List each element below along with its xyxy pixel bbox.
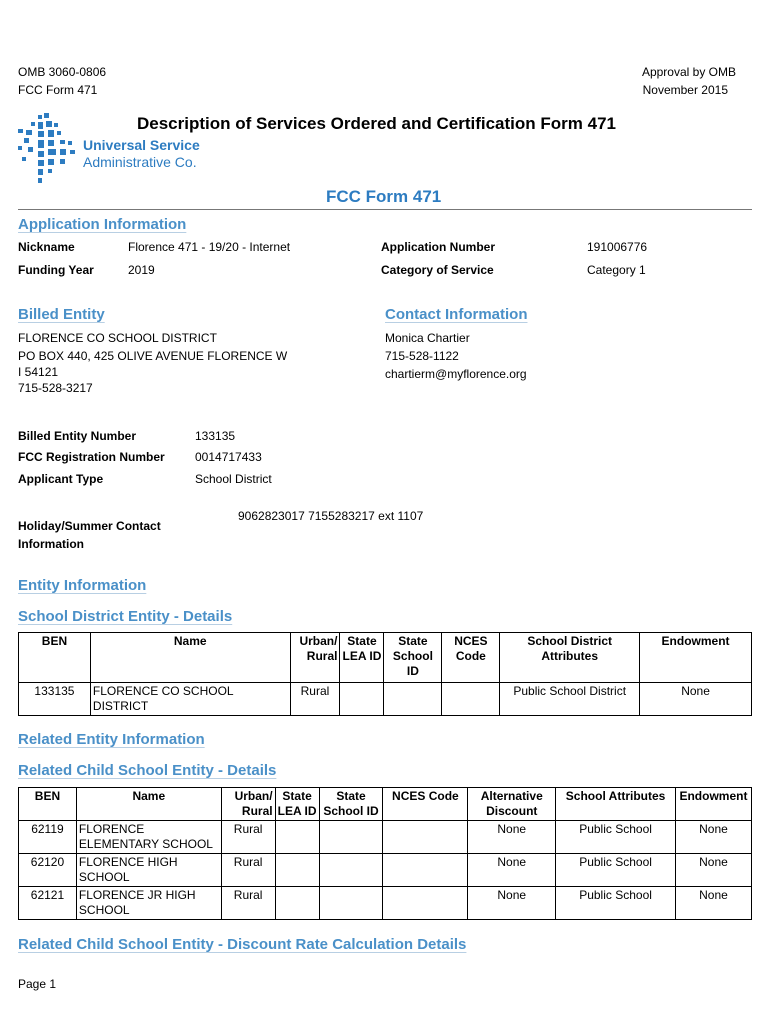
col-nces-code: NCES Code	[442, 633, 500, 683]
child-col-endowment: Endowment	[675, 788, 751, 821]
cell-endowment: None	[675, 854, 751, 887]
col-ben: BEN	[19, 633, 91, 683]
child-col-name: Name	[76, 788, 221, 821]
logo-line-2: Administrative Co.	[83, 154, 197, 170]
cell-state-lea-id	[340, 683, 384, 716]
app-number-value: 191006776	[587, 240, 648, 254]
contact-email: chartierm@myflorence.org	[385, 367, 527, 381]
fcc-reg-label: FCC Registration Number	[18, 450, 165, 464]
col-name: Name	[90, 633, 290, 683]
cell-state-school-id	[319, 821, 383, 854]
contact-phone: 715-528-1122	[385, 349, 459, 363]
table-row	[19, 887, 752, 920]
holiday-label-line-2: Information	[18, 537, 84, 551]
table-row	[19, 821, 752, 854]
holiday-contact-value: 9062823017 7155283217 ext 1107	[238, 509, 424, 523]
col-urban-rural: Urban/ Rural	[290, 633, 340, 683]
cell-urban-rural: Rural	[221, 887, 275, 920]
cell-state-lea-id	[275, 854, 319, 887]
col-endowment: Endowment	[640, 633, 752, 683]
billed-entity-phone: 715-528-3217	[18, 381, 93, 395]
cell-urban-rural: Rural	[290, 683, 340, 716]
contact-name: Monica Chartier	[385, 331, 470, 345]
nickname-value: Florence 471 - 19/20 - Internet	[128, 240, 291, 254]
cell-urban-rural: Rural	[221, 821, 275, 854]
cell-nces-code	[442, 683, 500, 716]
cell-name: FLORENCE CO SCHOOL DISTRICT	[90, 683, 290, 716]
billed-entity-heading: Billed Entity	[18, 306, 105, 323]
billed-entity-address-2: I 54121	[18, 365, 59, 379]
usac-logo-icon	[16, 113, 86, 185]
entity-heading: Entity Information	[18, 577, 147, 594]
applicant-type-label: Applicant Type	[18, 472, 104, 486]
child-col-school-attributes: School Attributes	[556, 788, 676, 821]
logo-line-1: Universal Service	[83, 137, 200, 153]
cell-state-school-id	[384, 683, 442, 716]
form-number: FCC Form 471	[18, 83, 98, 97]
cell-nces-code	[383, 821, 468, 854]
contact-block	[385, 329, 527, 383]
child-col-urban-rural: Urban/ Rural	[221, 788, 275, 821]
approval-label: Approval by OMB	[641, 65, 736, 79]
child-col-nces-code: NCES Code	[383, 788, 468, 821]
billed-entity-address	[18, 329, 287, 397]
cell-alt-discount: None	[468, 821, 556, 854]
table-row	[19, 854, 752, 887]
cell-school-attributes: Public School	[556, 887, 676, 920]
cell-state-lea-id	[275, 821, 319, 854]
col-district-attributes: School District Attributes	[500, 633, 640, 683]
applicant-type-value: School District	[195, 472, 272, 486]
category-label: Category of Service	[381, 263, 494, 277]
cell-nces-code	[383, 887, 468, 920]
cell-endowment: None	[675, 887, 751, 920]
header-divider	[18, 209, 752, 210]
cell-state-school-id	[319, 854, 383, 887]
page-number: Page 1	[18, 977, 57, 991]
cell-ben: 62121	[19, 887, 77, 920]
application-heading: Application Information	[18, 216, 187, 233]
billed-entity-address-1: PO BOX 440, 425 OLIVE AVENUE FLORENCE W	[18, 349, 288, 363]
cell-ben: 62120	[19, 854, 77, 887]
form-title: FCC Form 471	[326, 187, 442, 206]
category-value: Category 1	[587, 263, 646, 277]
holiday-label-line-1: Holiday/Summer Contact	[18, 519, 161, 533]
funding-year-label: Funding Year	[18, 263, 94, 277]
district-header-row	[19, 633, 752, 683]
child-col-state-lea-id: State LEA ID	[275, 788, 319, 821]
col-state-lea-id: State LEA ID	[340, 633, 384, 683]
holiday-contact-label	[18, 517, 161, 553]
child-header-row	[19, 788, 752, 821]
cell-endowment: None	[640, 683, 752, 716]
billed-entity-name: FLORENCE CO SCHOOL DISTRICT	[18, 331, 217, 345]
omb-number: OMB 3060-0806	[18, 65, 107, 79]
app-number-label: Application Number	[381, 240, 496, 254]
cell-school-attributes: Public School	[556, 821, 676, 854]
funding-year-value: 2019	[128, 263, 155, 277]
approval-date: November 2015	[642, 83, 728, 97]
ben-label: Billed Entity Number	[18, 429, 137, 443]
discount-calc-heading: Related Child School Entity - Discount Rate Calculation Details	[18, 936, 467, 953]
cell-state-school-id	[319, 887, 383, 920]
contact-heading: Contact Information	[385, 306, 528, 323]
document-title: Description of Services Ordered and Certification Form 471	[137, 114, 616, 133]
cell-ben: 133135	[19, 683, 91, 716]
child-col-state-school-id: State School ID	[319, 788, 383, 821]
col-state-school-id: State School ID	[384, 633, 442, 683]
cell-endowment: None	[675, 821, 751, 854]
fcc-reg-value: 0014717433	[195, 450, 262, 464]
cell-ben: 62119	[19, 821, 77, 854]
related-entity-heading: Related Entity Information	[18, 731, 205, 748]
cell-name: FLORENCE ELEMENTARY SCHOOL	[76, 821, 221, 854]
cell-nces-code	[383, 854, 468, 887]
cell-district-attributes: Public School District	[500, 683, 640, 716]
child-col-ben: BEN	[19, 788, 77, 821]
cell-school-attributes: Public School	[556, 854, 676, 887]
child-school-table	[18, 787, 752, 920]
cell-state-lea-id	[275, 887, 319, 920]
cell-name: FLORENCE HIGH SCHOOL	[76, 854, 221, 887]
nickname-label: Nickname	[18, 240, 75, 254]
child-col-alt-discount: Alternative Discount	[468, 788, 556, 821]
table-row	[19, 683, 752, 716]
district-table	[18, 632, 752, 716]
ben-value: 133135	[195, 429, 236, 443]
cell-alt-discount: None	[468, 854, 556, 887]
district-details-heading: School District Entity - Details	[18, 608, 233, 625]
cell-urban-rural: Rural	[221, 854, 275, 887]
cell-alt-discount: None	[468, 887, 556, 920]
child-details-heading: Related Child School Entity - Details	[18, 762, 277, 779]
cell-name: FLORENCE JR HIGH SCHOOL	[76, 887, 221, 920]
